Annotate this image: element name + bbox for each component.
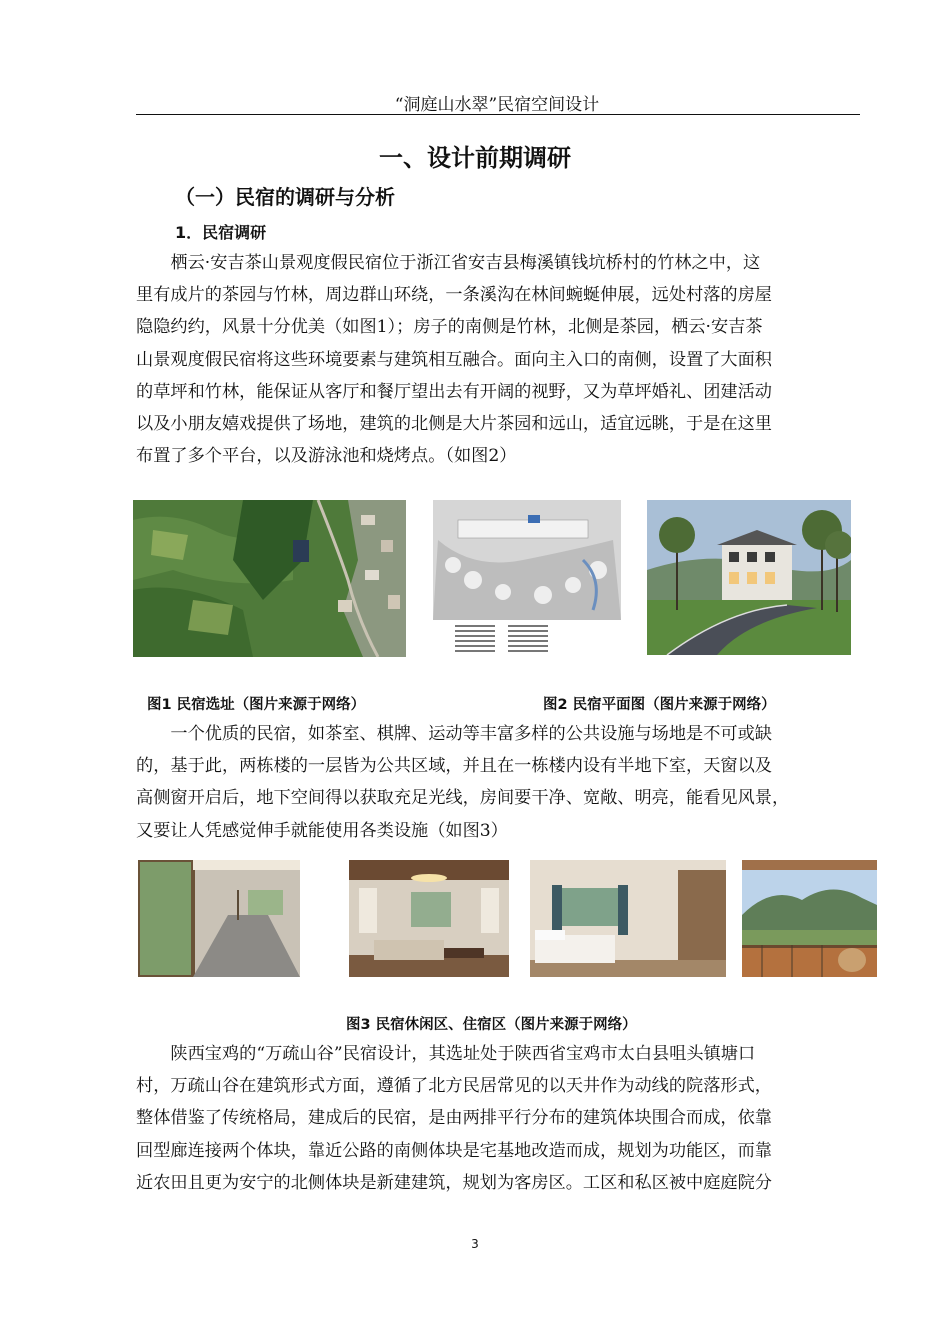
para2-line: 高侧窗开启后，地下空间得以获取充足光线，房间要干净、宽敞、明亮，能看见风景， [136,788,790,809]
para3-line: 陕西宝鸡的“万疏山谷”民宿设计，其选址处于陕西省宝鸡市太白县咀头镇塘口 [170,1044,756,1064]
para1-line: 的草坪和竹林，能保证从客厅和餐厅望出去有开阔的视野，又为草坪婚礼、团建活动 [136,381,772,402]
para3-line: 回型廊连接两个体块，靠近公路的南侧体块是宅基地改造而成，规划为功能区，而靠 [136,1140,772,1161]
subsection-title: 1．民宿调研 [175,223,267,242]
para3-line: 近农田且更为安宁的北侧体块是新建建筑，规划为客房区。工区和私区被中庭庭院分 [136,1172,772,1193]
figure-3-caption: 图3 民宿休闲区、住宿区（图片来源于网络） [346,1017,637,1033]
para1-line: 山景观度假民宿将这些环境要素与建筑相互融合。面向主入口的南侧，设置了大面积 [136,349,772,370]
para2-line: 又要让人凭感觉伸手就能使用各类设施（如图3） [136,820,508,841]
balcony-view-photo [742,860,877,977]
para1-line: 栖云·安吉茶山景观度假民宿位于浙江省安吉县梅溪镇钱坑桥村的竹林之中，这 [170,253,761,273]
running-header: “洞庭山水翠”民宿空间设计 [394,95,600,115]
header-rule [136,114,860,115]
paragraph-2 [136,718,860,847]
figure-1-caption: 图1 民宿选址（图片来源于网络） [147,697,366,713]
paragraph-1 [136,247,860,472]
page-number: 3 [471,1237,479,1251]
para1-line: 隐隐约约，风景十分优美（如图1）；房子的南侧是竹林，北侧是茶园，栖云·安吉茶 [136,317,763,338]
para1-line: 以及小朋友嬉戏提供了场地，建筑的北侧是大片茶园和远山，适宜远眺，于是在这里 [136,414,772,435]
site-aerial-photo [133,500,406,657]
paragraph-3 [136,1038,860,1199]
para3-line: 村，万疏山谷在建筑形式方面，遵循了北方民居常见的以天井作为动线的院落形式， [136,1076,772,1097]
building-exterior-photo [647,500,851,655]
para1-line: 布置了多个平台，以及游泳池和烧烤点。（如图2） [136,446,517,467]
para2-line: 的，基于此，两栋楼的一层皆为公共区域，并且在一栋楼内设有半地下室，天窗以及 [136,756,772,777]
section-title: （一）民宿的调研与分析 [175,185,395,209]
para3-line: 整体借鉴了传统格局，建成后的民宿，是由两排平行分布的建筑体块围合而成，依靠 [136,1108,772,1129]
lounge-corridor-photo [138,860,300,977]
bedroom-photo [530,860,726,977]
figure-2-caption: 图2 民宿平面图（图片来源于网络） [543,697,776,713]
living-room-photo [349,860,509,977]
site-plan-drawing [433,500,621,663]
para2-line: 一个优质的民宿，如茶室、棋牌、运动等丰富多样的公共设施与场地是不可或缺 [170,724,772,744]
chapter-title: 一、设计前期调研 [379,144,571,172]
para1-line: 里有成片的茶园与竹林，周边群山环绕，一条溪沟在林间蜿蜒伸展，远处村落的房屋 [136,285,772,306]
